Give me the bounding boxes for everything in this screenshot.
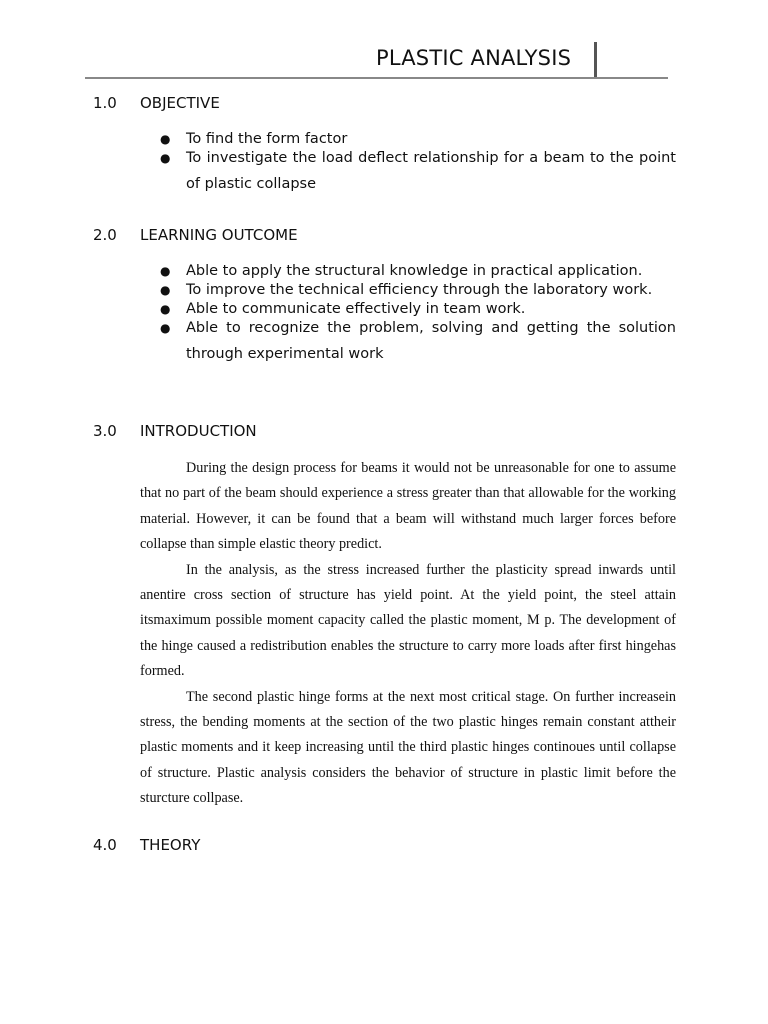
header-vertical-bar bbox=[594, 42, 597, 78]
bullet-icon: ● bbox=[160, 302, 171, 316]
section-heading-introduction bbox=[93, 422, 257, 440]
list-item: ● To find the form factor bbox=[158, 126, 676, 152]
document-title: PLASTIC ANALYSIS bbox=[376, 46, 572, 70]
header-rule bbox=[85, 77, 668, 79]
list-item: ● To investigate the load deflect relationship for a beam to the point of plastic collapse bbox=[158, 145, 676, 197]
list-item: ● Able to apply the structural knowledge in practical application. bbox=[158, 258, 676, 284]
introduction-paragraph: During the design process for beams it would not be unreasonable for one to assume that no part of the beam should experience a stress greater than that allowable for the working material. However, it can be found that a beam will withstand much larger forces before collapse than simple elastic theory predict. bbox=[140, 460, 676, 553]
objective-list bbox=[158, 126, 676, 197]
introduction-paragraph: The second plastic hinge forms at the next most critical stage. On further increasein stress, the bending moments at the section of the two plastic hinges remain constant attheir plastic moments and it keep increasing until the third plastic hinges continoues until collapse of structure. Plastic analysis considers the behavior of structure in plastic limit before the sturcture collpase. bbox=[140, 688, 676, 807]
section-number: 2.0 bbox=[93, 226, 117, 244]
section-title: LEARNING OUTCOME bbox=[140, 226, 298, 244]
bullet-icon: ● bbox=[160, 132, 171, 146]
section-title: OBJECTIVE bbox=[140, 94, 220, 112]
list-item: ● Able to recognize the problem, solving and getting the solution through experimental work bbox=[158, 315, 676, 367]
list-item: ● Able to communicate effectively in team work. bbox=[158, 296, 676, 322]
section-heading-theory bbox=[93, 836, 200, 854]
section-number: 1.0 bbox=[93, 94, 117, 112]
section-number: 4.0 bbox=[93, 836, 117, 854]
bullet-icon: ● bbox=[160, 151, 171, 165]
introduction-paragraph: In the analysis, as the stress increased further the plasticity spread inwards until anentire cross section of structure has yield point. At the yield point, the steel attain itsmaximum possible moment capacity called the plastic moment, M p. The development of the hinge caused a redistribution enables the structure to carry more loads after first hingehas formed. bbox=[140, 561, 676, 680]
bullet-icon: ● bbox=[160, 283, 171, 297]
learning-outcome-list bbox=[158, 258, 676, 367]
section-heading-learning-outcome bbox=[93, 226, 298, 244]
bullet-icon: ● bbox=[160, 264, 171, 278]
bullet-icon: ● bbox=[160, 321, 171, 335]
section-title: THEORY bbox=[140, 836, 201, 854]
list-item: ● To improve the technical efficiency through the laboratory work. bbox=[158, 277, 676, 303]
section-number: 3.0 bbox=[93, 422, 117, 440]
introduction-body bbox=[140, 456, 676, 812]
section-heading-objective bbox=[93, 94, 220, 112]
section-title: INTRODUCTION bbox=[140, 422, 257, 440]
